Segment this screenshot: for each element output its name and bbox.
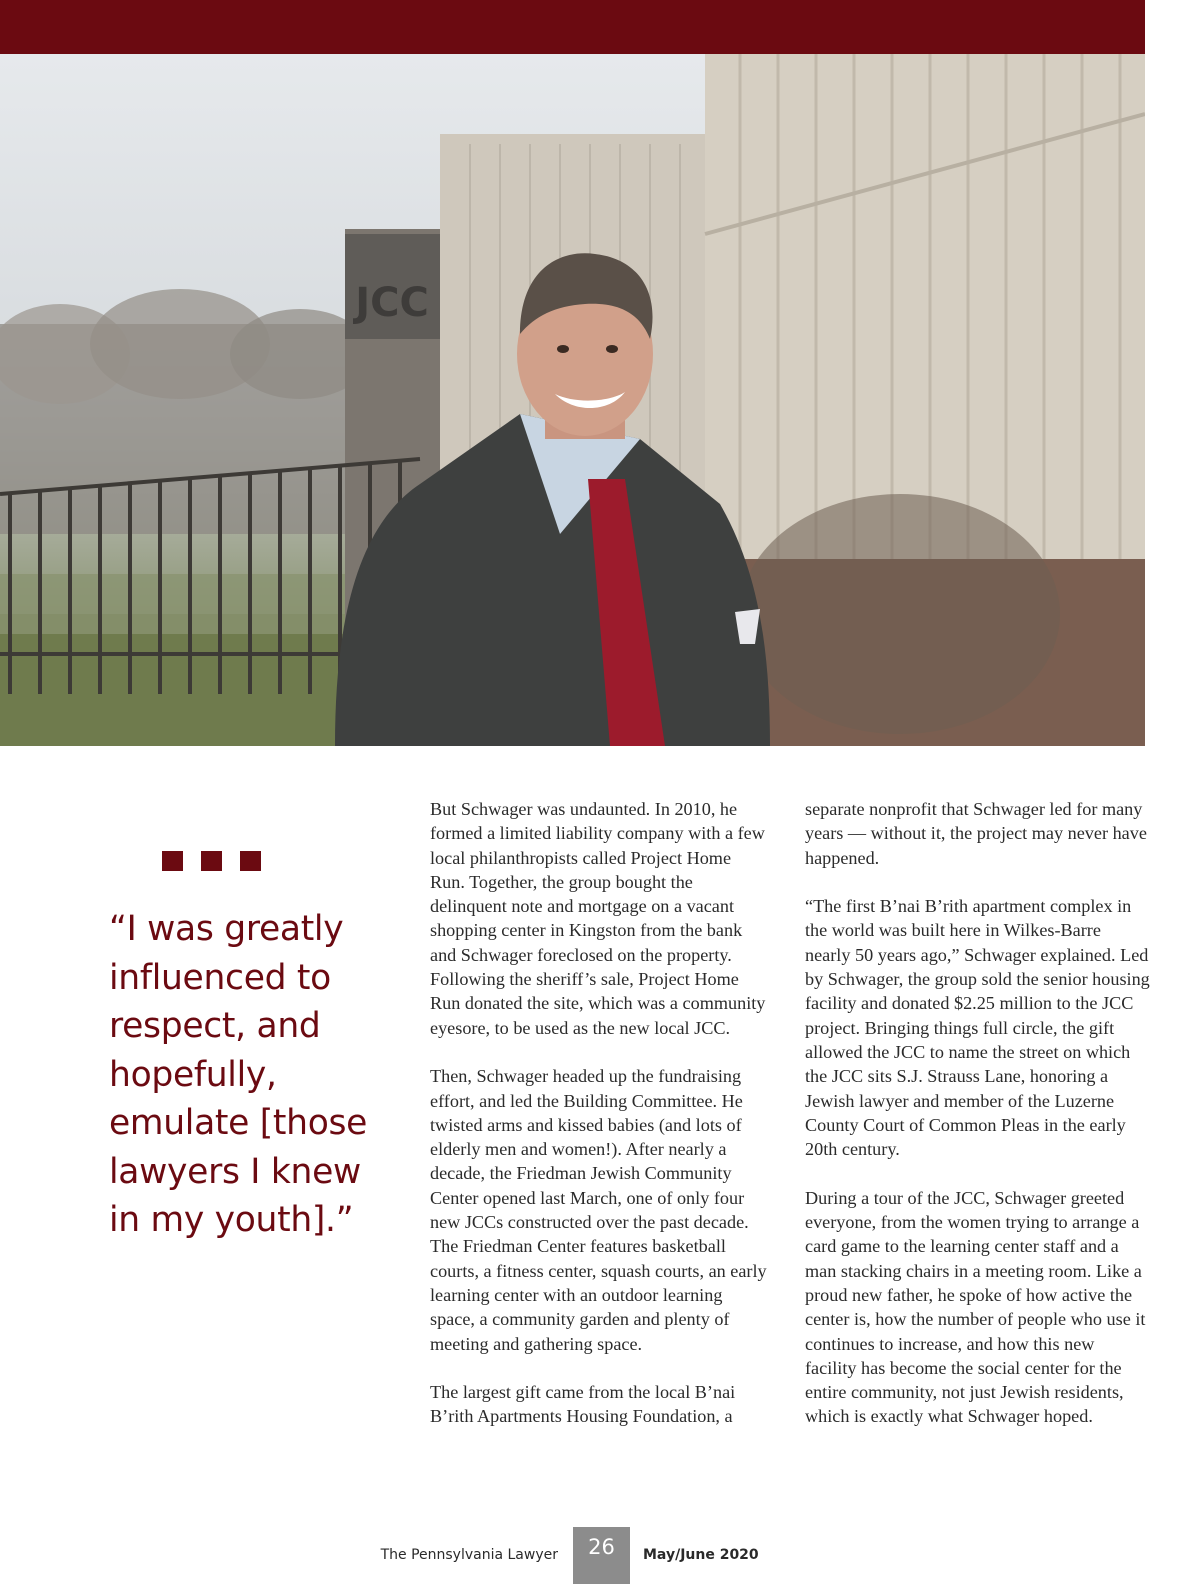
page-footer — [0, 1527, 1200, 1584]
paragraph: “The first B’nai B’rith apartment complex in the world was built here in Wilkes-Barre nearly 50 years ago,” Schwager explained. Led by Schwager, the group sold the senior housing facility and donated $2.25 million to the JCC project. Bringing things full circle, the gift allowed the JCC to name the street on which the JCC sits S.J. Strauss Lane, honoring a Jewish lawyer and member of the Luzerne County Court of Common Pleas in the early 20th century. — [805, 896, 1150, 1160]
square-icon — [201, 851, 222, 871]
square-icon — [162, 851, 183, 871]
article-column-1 — [430, 797, 770, 1453]
bare-shrub — [740, 494, 1060, 734]
paragraph: Then, Schwager headed up the fundraising effort, and led the Building Committee. He twisted arms and kissed babies (and lots of elderly men and women!). After nearly a decade, the Friedman Jewish Community Center opened last March, one of only four new JCCs constructed over the past decade. The Friedman Center features basketball courts, a fitness center, squash courts, an early learning center with an outdoor learning space, a community garden and plenty of meeting and gathering space. — [430, 1066, 767, 1354]
jcc-sign: JCC — [355, 280, 429, 326]
publication-name: The Pennsylvania Lawyer — [380, 1547, 558, 1563]
page-number: 26 — [573, 1527, 630, 1584]
background-trees — [0, 289, 370, 534]
issue-date: May/June 2020 — [643, 1547, 759, 1563]
portrait-photo — [0, 54, 1145, 746]
top-color-bar — [0, 0, 1145, 54]
decorative-squares — [162, 851, 262, 871]
photo-illustration — [0, 54, 1145, 746]
paragraph: During a tour of the JCC, Schwager greeted everyone, from the women trying to arrange a card game to the learning center staff and a man stacking chairs in a meeting room. Like a proud new father, he spoke of how active the center is, how the number of people who use it continues to increase, and how this new facility has become the social center for the entire community, not just Jewish residents, which is exactly what Schwager hoped. — [805, 1187, 1146, 1427]
paragraph: The largest gift came from the local B’nai B’rith Apartments Housing Foundation, a — [430, 1382, 736, 1427]
pull-quote: “I was greatly influenced to respect, and hopefully, emulate [those lawyers I knew in my youth].” — [109, 909, 368, 1240]
paragraph: separate nonprofit that Schwager led for many years — without it, the project may never have happened. — [805, 799, 1147, 868]
paragraph: But Schwager was undaunted. In 2010, he formed a limited liability company with a few local philanthropists called Project Home Run. Together, the group bought the delinquent note and mortgage on a vacant shopping center in Kingston from the bank and Schwager foreclosed on the property. Following the sheriff’s sale, Project Home Run donated the site, which was a community eyesore, to be used as the new local JCC. — [430, 799, 766, 1038]
article-column-2 — [805, 797, 1150, 1453]
square-icon — [240, 851, 261, 871]
